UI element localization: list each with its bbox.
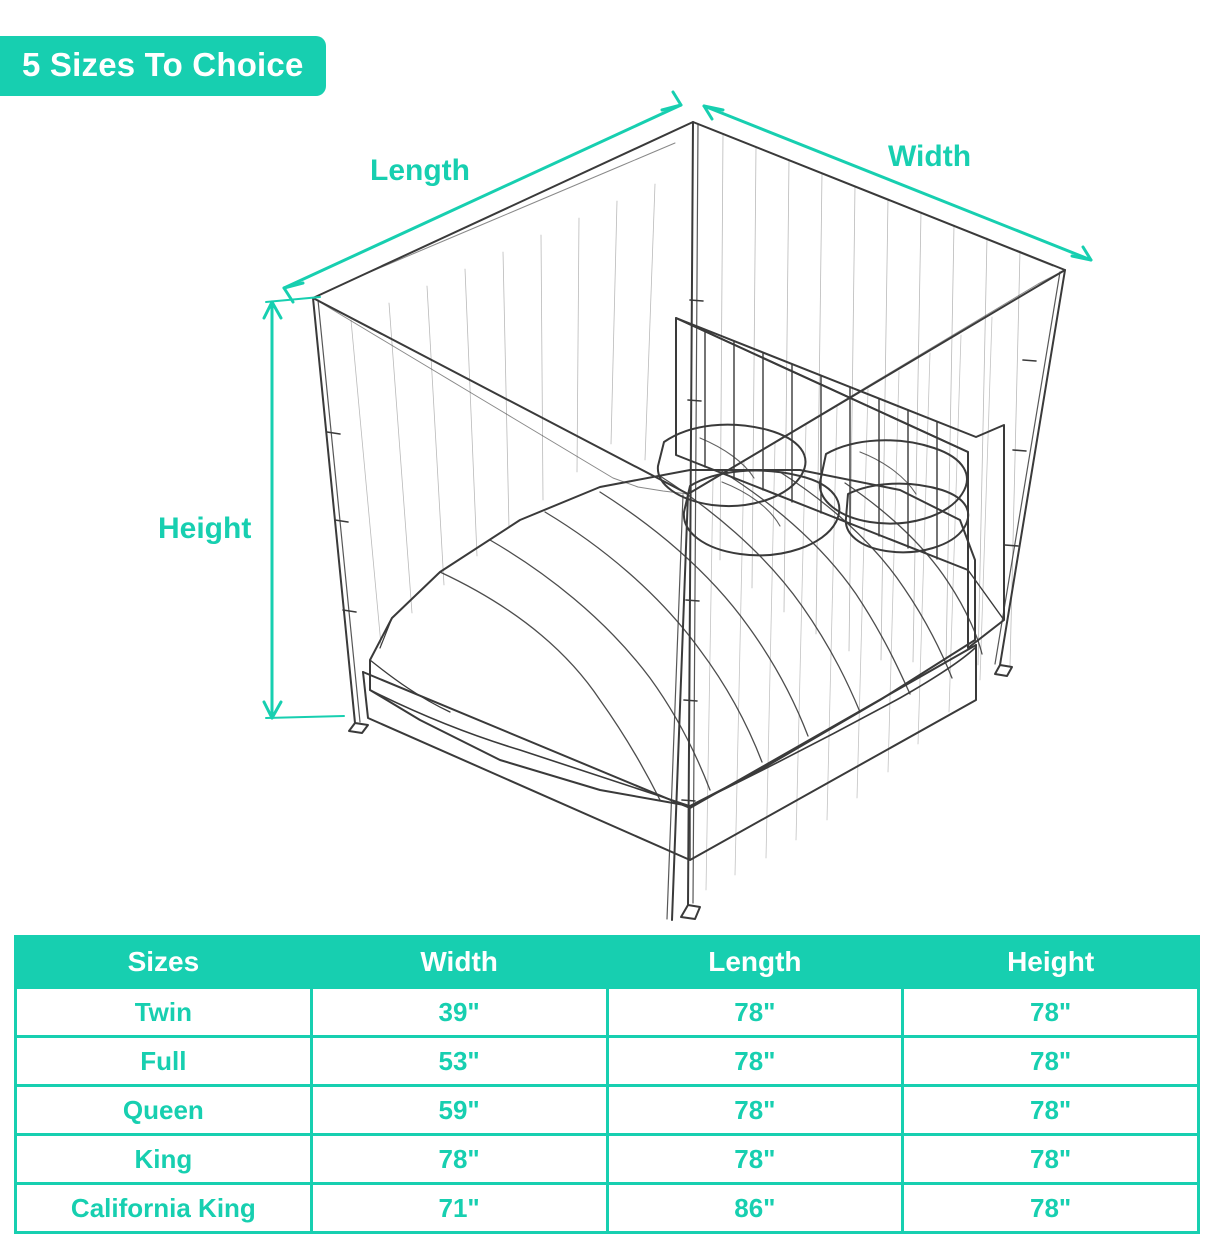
cell-size: Queen xyxy=(16,1086,312,1135)
length-label: Length xyxy=(370,154,470,187)
canopy-post-left xyxy=(313,298,355,723)
table-header-width: Width xyxy=(311,937,607,988)
cell-width: 53" xyxy=(311,1037,607,1086)
cell-size: California King xyxy=(16,1184,312,1233)
table-header-sizes: Sizes xyxy=(16,937,312,988)
sizes-table xyxy=(14,935,1200,1234)
table-header-length: Length xyxy=(607,937,903,988)
cell-length: 78" xyxy=(607,1135,903,1184)
width-label: Width xyxy=(888,140,972,173)
canopy-post-right xyxy=(1000,270,1065,665)
pillow-right xyxy=(820,440,967,523)
page-title-badge: 5 Sizes To Choice xyxy=(0,36,326,96)
height-label: Height xyxy=(158,512,252,545)
cell-height: 78" xyxy=(903,1135,1199,1184)
cell-width: 39" xyxy=(311,988,607,1037)
cell-length: 78" xyxy=(607,1037,903,1086)
table-header-height: Height xyxy=(903,937,1199,988)
bed-base xyxy=(363,645,976,860)
cell-height: 78" xyxy=(903,1184,1199,1233)
table-row xyxy=(16,1184,1199,1233)
length-dimension-line xyxy=(284,105,681,288)
canopy-post-center xyxy=(688,122,693,905)
cell-height: 78" xyxy=(903,1037,1199,1086)
table-row xyxy=(16,1135,1199,1184)
table-row xyxy=(16,988,1199,1037)
cell-length: 86" xyxy=(607,1184,903,1233)
table-row xyxy=(16,1037,1199,1086)
cell-size: Twin xyxy=(16,988,312,1037)
duvet-outline xyxy=(370,470,975,806)
cell-height: 78" xyxy=(903,988,1199,1037)
cell-height: 78" xyxy=(903,1086,1199,1135)
cell-width: 71" xyxy=(311,1184,607,1233)
table-row xyxy=(16,1086,1199,1135)
cell-width: 78" xyxy=(311,1135,607,1184)
cell-size: Full xyxy=(16,1037,312,1086)
cell-length: 78" xyxy=(607,988,903,1037)
post-foot-right xyxy=(995,665,1012,676)
cell-width: 59" xyxy=(311,1086,607,1135)
post-foot-left xyxy=(349,723,368,733)
width-dimension-line xyxy=(704,106,1091,260)
post-foot-center xyxy=(681,905,700,919)
table-header-row xyxy=(16,937,1199,988)
bed-base-top-edge xyxy=(363,645,976,808)
cell-length: 78" xyxy=(607,1086,903,1135)
cell-size: King xyxy=(16,1135,312,1184)
